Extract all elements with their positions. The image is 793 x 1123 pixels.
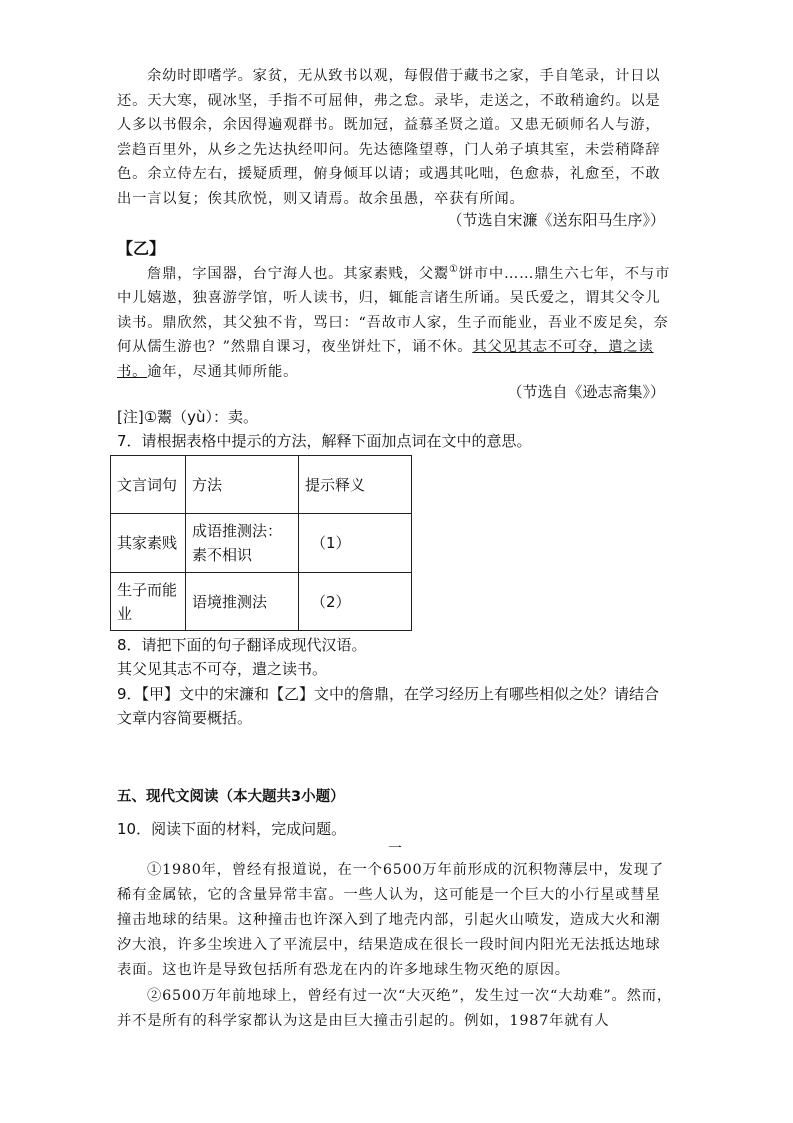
q9-prompt: 9．【甲】文中的宋濂和【乙】文中的詹鼎，在学习经历上有哪些相似之处？请结合文章内容简要概括。: [117, 685, 660, 727]
modern-paragraph-2: ②6500万年前地球上，曾经有过一次“大灭绝”，发生过一次“大劫难”。然而，并不是所有的科学家都认为这是由巨大撞击引起的。例如，1987年就有人: [117, 988, 672, 1029]
q10-prompt: 10．阅读下面的材料，完成问题。: [117, 820, 347, 838]
part-mark: 一: [388, 841, 402, 857]
header-phrase: 文言词句: [111, 456, 186, 514]
modern-paragraph-1: ①1980年，曾经有报道说，在一个6500万年前形成的沉积物薄层中，发现了稀有金属铱，它的含量异常丰富。一些人认为，这可能是一个巨大的小行星或彗星撞击地球的结果。这种撞击也许深入到了地壳内部，引起火山喷发，造成大火和潮汐大浪，许多尘埃进入了平流层中，结果造成在很长一段时间内阳光无法抵达地球表面。这也许是导致包括所有恐龙在内的许多地球生物灭绝的原因。: [117, 862, 664, 978]
q8-sentence: 其父见其志不可夺，遣之读书。: [117, 660, 328, 678]
jia-source: （节选自宋濂《送东阳马生序》）: [447, 211, 665, 229]
q7-table: [110, 455, 412, 631]
yi-text-2: 饼市中……鼎生六七年，不与市中儿嬉遨，独喜游学馆，听人读书，归，辄能言诸生所诵。吴氏爱之，谓其父令儿读书。鼎欣然，其父独不肯，骂曰：“吾故市人家，生子而能业，吾业不废足矣，奈何从儒生游也？”然鼎自课习，夜坐饼灶下，诵不休。: [117, 265, 671, 356]
header-method: 方法: [186, 456, 299, 514]
yi-passage: [117, 258, 673, 384]
yi-text-1: 詹鼎，字国器，台宁海人也。其家素贱，父鬻: [147, 265, 449, 282]
row1-answer-label: （1）: [311, 534, 351, 552]
row1-method: 成语推测法：素不相识: [186, 514, 299, 573]
row2-answer-label: （2）: [311, 592, 351, 611]
table-header-row: [111, 456, 412, 514]
header-answer: 提示释义: [299, 456, 412, 514]
yi-text-3: 逾年，尽通其师所能。: [147, 363, 299, 380]
table-row: [111, 573, 412, 631]
jia-passage: 余幼时即嗜学。家贫，无从致书以观，每假借于藏书之家，手自笔录，计日以还。天大寒，砚冰坚，手指不可屈伸，弗之怠。录毕，走送之，不敢稍逾约。以是人多以书假余，余因得遍观群书。既加冠，益慕圣贤之道。又患无硕师名人与游，尝趋百里外，从乡之先达执经叩问。先达德隆望尊，门人弟子填其室，未尝稍降辞色。余立侍左右，援疑质理，俯身倾耳以请；或遇其叱咄，色愈恭，礼愈至，不敢出一言以复；俟其欣悦，则又请焉。故余虽愚，卒获有所闻。: [117, 68, 661, 207]
row2-answer[interactable]: [299, 573, 412, 631]
yi-heading: 【乙】: [117, 239, 166, 258]
row2-phrase: 生子而能业: [111, 573, 186, 631]
yi-source: （节选自《逊志斋集》）: [507, 383, 665, 401]
section5-heading: 五、现代文阅读（本大题共3小题）: [117, 789, 345, 805]
yi-underlined-sentence: 其父见其志不可夺，遣之读书。: [117, 339, 654, 380]
row2-method: 语境推测法: [186, 573, 299, 631]
q8-prompt: 8．请把下面的句子翻译成现代汉语。: [117, 636, 367, 654]
footnote: [注]①鬻（yù）：卖。: [117, 408, 259, 426]
note-mark: ①: [448, 264, 459, 275]
table-row: [111, 514, 412, 573]
q7-prompt: 7．请根据表格中提示的方法，解释下面加点词在文中的意思。: [117, 432, 532, 450]
row1-answer[interactable]: [299, 514, 412, 573]
row1-phrase: 其家素贱: [111, 514, 186, 573]
